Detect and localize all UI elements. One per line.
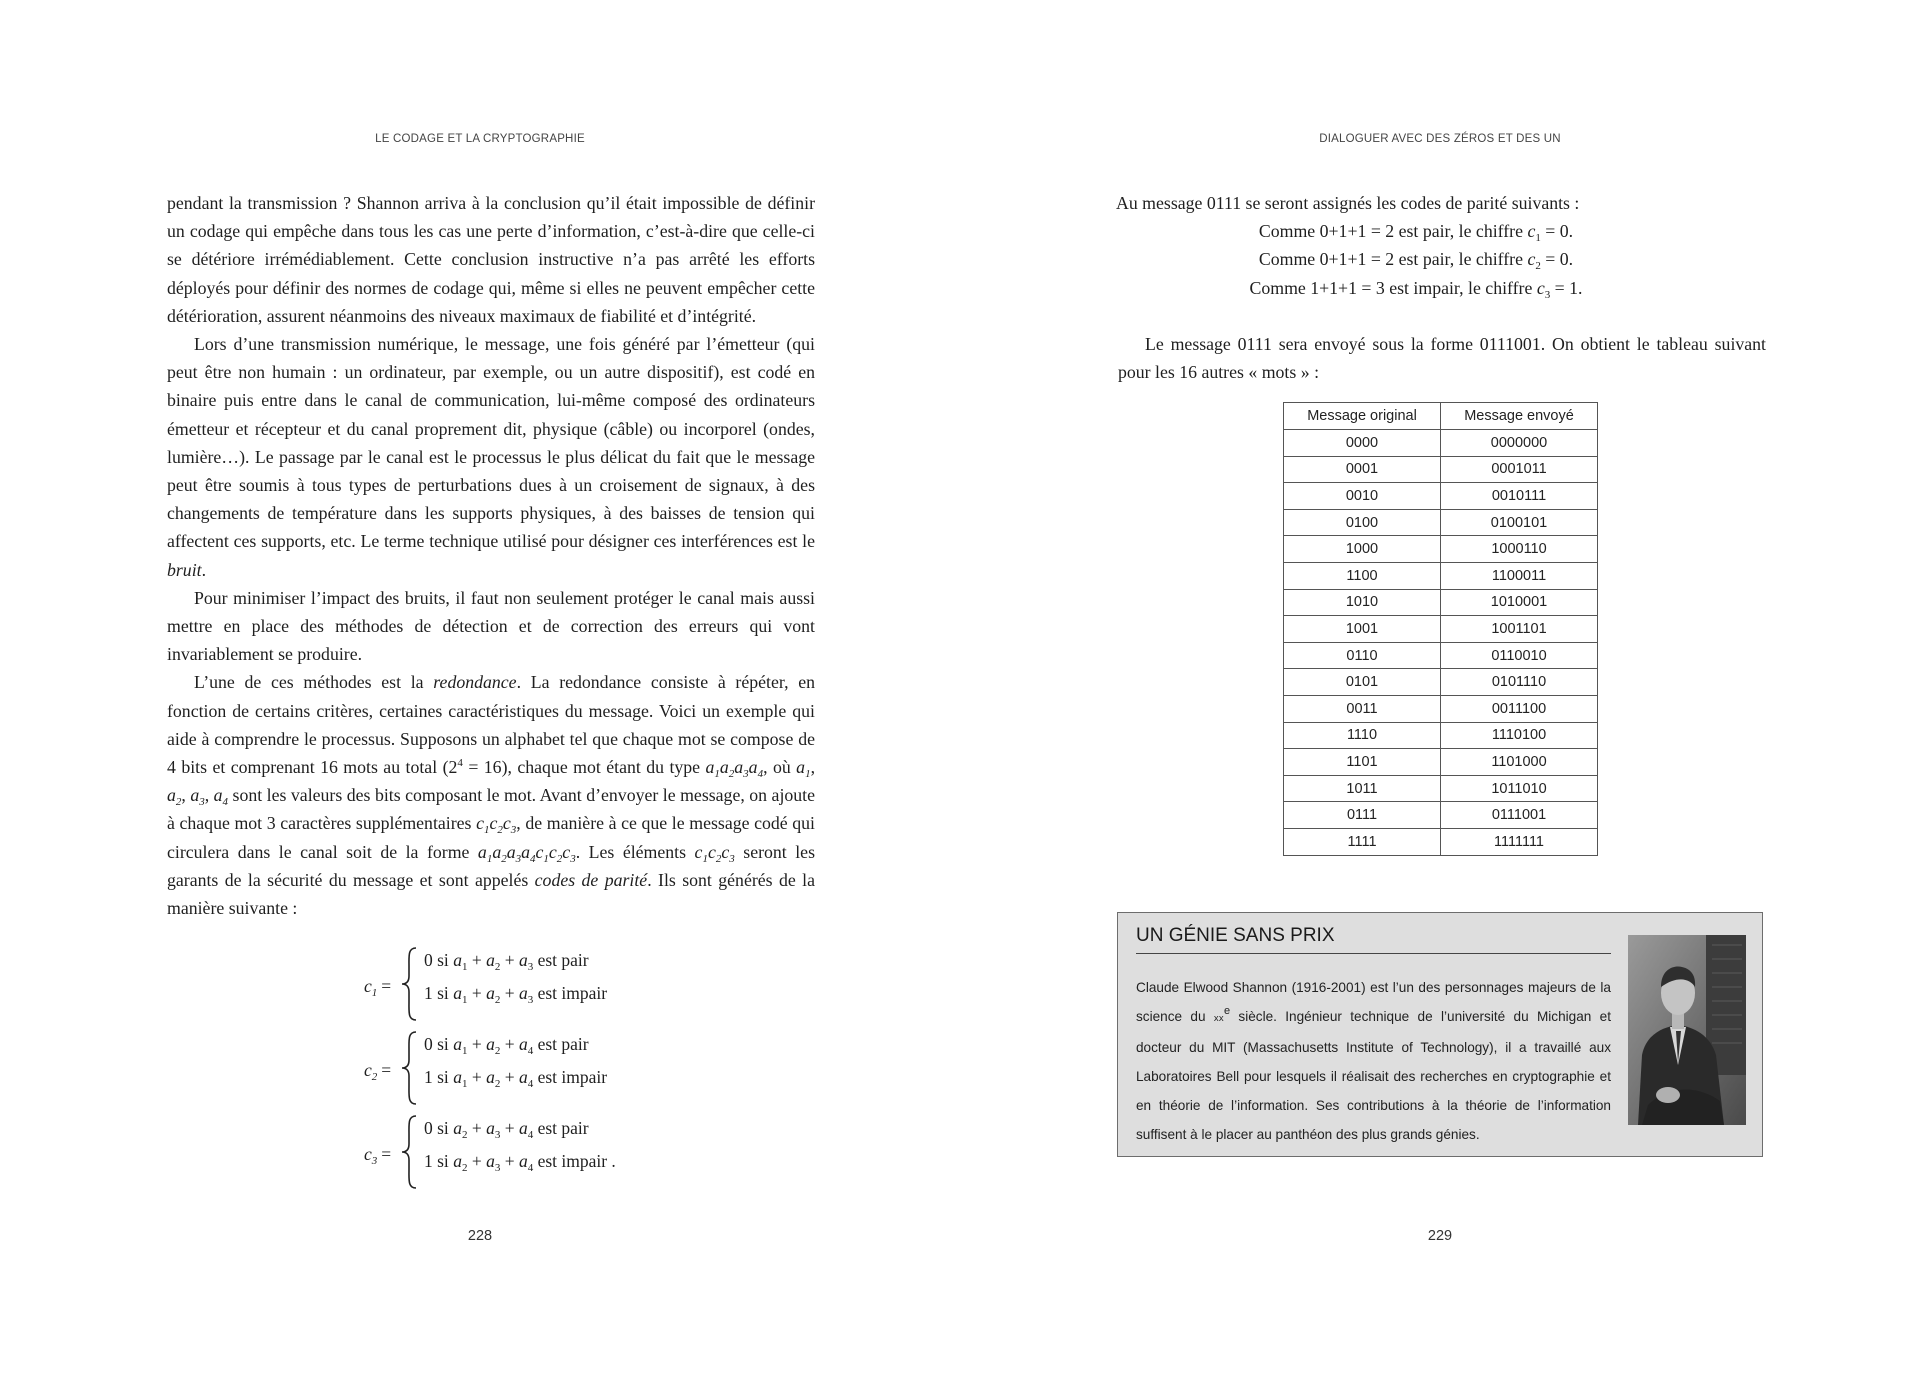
sent-message-cell: 0111001 [1441, 802, 1598, 829]
sent-message-cell: 0000000 [1441, 430, 1598, 457]
sent-message-cell: 1000110 [1441, 536, 1598, 563]
table-row [1284, 828, 1598, 855]
term-codes-de-parite: codes de parité [534, 869, 648, 890]
shannon-portrait-image [1628, 935, 1746, 1125]
sent-message-cell: 1101000 [1441, 749, 1598, 776]
original-message-cell: 0100 [1284, 509, 1441, 536]
original-message-cell: 1010 [1284, 589, 1441, 616]
original-message-cell: 0111 [1284, 802, 1441, 829]
equation-c3: $c_3$ = 0 si $a_2 + a_3 + a_4$ est pair 1 si $a_2 + a_3 + a_4$ est impair . [360, 1114, 660, 1198]
sent-message-cell: 0010111 [1441, 483, 1598, 510]
sent-message-cell: 1111111 [1441, 828, 1598, 855]
running-head-left: LE CODAGE ET LA CRYPTOGRAPHIE [375, 133, 585, 145]
term-bruit: bruit [167, 559, 202, 580]
math-parity-elements: $c_1c_2c_3$ [694, 841, 735, 865]
paragraph-2: Lors d’une transmission numérique, le message, une fois généré par l’émetteur (qui peut être non humain : un ordinateur, par exemple, ou un autre dispositif), est codé en binaire puis entre dans le canal de communication, lui-même composé des ordinateurs émetteur et récepteur et du canal proprement dit, physique (câble) ou incorporel (ondes, lumière…). Le passage par le canal est le processus le plus délicat du fait que le message peut être soumis à tous types de perturbations dues à un croisement de signaux, à des changements de température dans les supports physiques, à des baisses de tension qui affectent ces supports, etc. Le terme technique utilisé pour désigner ces interférences est le bruit. [167, 334, 815, 580]
table-row [1284, 536, 1598, 563]
table-row [1284, 642, 1598, 669]
math-word-a1a2a3a4: $a_1a_2a_3a_4$ [705, 757, 764, 781]
math-parity-chars: $c_1c_2c_3$ [476, 813, 517, 837]
table-row [1284, 456, 1598, 483]
sent-message-cell: 0110010 [1441, 642, 1598, 669]
original-message-cell: 0001 [1284, 456, 1441, 483]
table-row [1284, 749, 1598, 776]
box-text: Claude Elwood Shannon (1916-2001) est l’un des personnages majeurs de la science du $xx^e$ siècle. Ingénieur technique de l’université du Michigan et docteur du MIT (Massachusetts Institute of Technology), il a travaillé aux Laboratoires Bell pour lesquels il réalisait des recherches en cryptographie et en théorie de l’information. Ses contributions à la théorie de l’information suffisent à le placer au panthéon des plus grands génies. [1136, 980, 1612, 1142]
paragraph-table-intro: Le message 0111 sera envoyé sous la forme 0111001. On obtient le tableau suivant pour les 16 autres « mots » : [1118, 334, 1766, 383]
table-row [1284, 509, 1598, 536]
table-row [1284, 722, 1598, 749]
body-text-left [167, 189, 815, 922]
box-title: UN GÉNIE SANS PRIX [1136, 925, 1611, 954]
original-message-cell: 1011 [1284, 775, 1441, 802]
paragraph-1: pendant la transmission ? Shannon arriva à la conclusion qu’il était impossible de définir un codage qui empêche dans tous les cas une perte d’information, c’est-à-dire que celle-ci se détériore irrémédiablement. Cette conclusion instructive n’a pas arrêté les efforts déployés pour définir des normes de codage qui, même si elles ne peuvent empêcher cette détérioration, assurent néanmoins des niveaux maximaux de fiabilité et d’intégrité. [167, 193, 815, 326]
column-header: Message original [1284, 403, 1441, 430]
sent-message-cell: 0011100 [1441, 695, 1598, 722]
table-row [1284, 430, 1598, 457]
table-row [1284, 775, 1598, 802]
brace-icon [400, 946, 418, 1022]
parity-intro-line: Au message 0111 se seront assignés les codes de parité suivants : [1116, 193, 1580, 213]
sent-message-cell: 1100011 [1441, 562, 1598, 589]
original-message-cell: 1111 [1284, 828, 1441, 855]
equation-c1: $c_1$ = 0 si $a_1 + a_2 + a_3$ est pair 1 si $a_1 + a_2 + a_3$ est impair [360, 946, 660, 1030]
table-row [1284, 669, 1598, 696]
original-message-cell: 1110 [1284, 722, 1441, 749]
table-row [1284, 589, 1598, 616]
original-message-cell: 0110 [1284, 642, 1441, 669]
original-message-cell: 0101 [1284, 669, 1441, 696]
table-body [1284, 430, 1598, 856]
original-message-cell: 0011 [1284, 695, 1441, 722]
math-bit-list: $a_1$ [796, 757, 811, 781]
sidebar-box-shannon [1117, 912, 1763, 1157]
math-coded-form: $a_1a_2a_3a_4c_1c_2c_3$ [477, 841, 576, 865]
sent-message-cell: 1010001 [1441, 589, 1598, 616]
original-message-cell: 0000 [1284, 430, 1441, 457]
brace-icon [400, 1030, 418, 1106]
sent-message-cell: 0001011 [1441, 456, 1598, 483]
parity-line-2: Comme 0+1+1 = 2 est pair, le chiffre $c_2 = 0$. [1258, 249, 1574, 273]
term-redondance: redondance [433, 672, 517, 693]
exponent: 4 [457, 757, 463, 770]
column-header: Message envoyé [1441, 403, 1598, 430]
sent-message-cell: 1011010 [1441, 775, 1598, 802]
parity-line-1: Comme 0+1+1 = 2 est pair, le chiffre $c_1 = 0$. [1258, 221, 1574, 245]
table-row [1284, 616, 1598, 643]
sent-message-cell: 1110100 [1441, 722, 1598, 749]
paragraph-3: Pour minimiser l’impact des bruits, il faut non seulement protéger le canal mais aussi mettre en place des méthodes de détection et de correction des erreurs qui vont invariablement se produire. [167, 587, 815, 665]
running-head-right: DIALOGUER AVEC DES ZÉROS ET DES UN [1319, 133, 1561, 145]
original-message-cell: 1000 [1284, 536, 1441, 563]
parity-equations [360, 946, 660, 1198]
table-row [1284, 802, 1598, 829]
page-number-left: 228 [467, 1228, 493, 1244]
table-header-row [1284, 403, 1598, 430]
codes-table [1283, 402, 1598, 856]
table-row [1284, 483, 1598, 510]
paragraph-4: L’une de ces méthodes est la redondance. La redondance consiste à répéter, en fonction de certains critères, certaines caractéristiques du message. Voici un exemple qui aide à comprendre le processus. Supposons un alphabet tel que chaque mot se compose de 4 bits et comprenant 16 mots au total $(2^4 = 16)$, chaque mot étant du type $a_1a_2a_3a_4$, où $a_1$, $a_2$, $a_3$, $a_4$ sont les valeurs des bits composant le mot. Avant d’envoyer le message, on ajoute à chaque mot 3 caractères supplémentaires $c_1c_2c_3$, de manière à ce que le message codé qui circulera dans le canal soit de la forme $a_1a_2a_3a_4c_1c_2c_3$. Les éléments $c_1c_2c_3$ seront les garants de la sécurité du message et sont appelés codes de parité. Ils sont générés de la manière suivante : [167, 672, 816, 919]
original-message-cell: 0010 [1284, 483, 1441, 510]
table-row [1284, 695, 1598, 722]
table-row [1284, 562, 1598, 589]
original-message-cell: 1001 [1284, 616, 1441, 643]
parity-example [1116, 189, 1656, 302]
original-message-cell: 1100 [1284, 562, 1441, 589]
equation-c2: $c_2$ = 0 si $a_1 + a_2 + a_4$ est pair 1 si $a_1 + a_2 + a_4$ est impair [360, 1030, 660, 1114]
sent-message-cell: 0100101 [1441, 509, 1598, 536]
parity-line-3: Comme 1+1+1 = 3 est impair, le chiffre $c_3 = 1$. [1249, 277, 1583, 301]
sent-message-cell: 0101110 [1441, 669, 1598, 696]
page-number-right: 229 [1427, 1228, 1453, 1244]
original-message-cell: 1101 [1284, 749, 1441, 776]
sent-message-cell: 1001101 [1441, 616, 1598, 643]
brace-icon [400, 1114, 418, 1190]
